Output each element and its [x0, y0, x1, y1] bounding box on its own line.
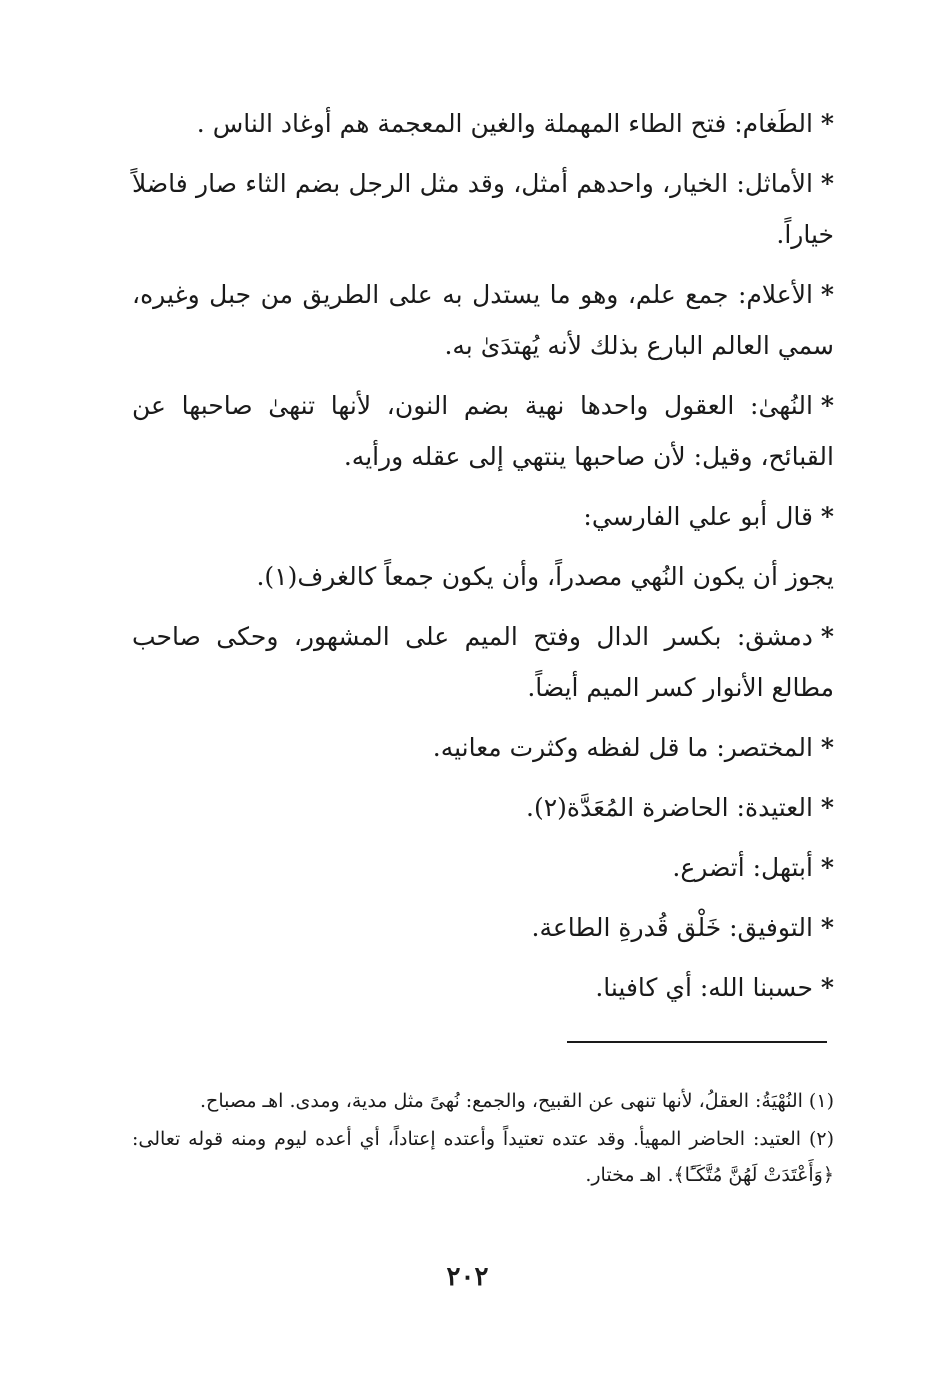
entry-text: أبتهل: أتضرع.	[672, 853, 813, 882]
bullet-marker: *	[820, 853, 834, 882]
page-number: ٢٠٢	[446, 1262, 489, 1292]
main-text	[132, 98, 834, 1022]
entry-tagham	[132, 98, 834, 149]
entry-text: التوفيق: خَلْق قُدرةِ الطاعة.	[531, 913, 813, 942]
entry-text: النُهىٰ: العقول واحدها نهية بضم النون، لأنها تنهىٰ صاحبها عن القبائح، وقيل: لأن صاحبها ينتهي إلى عقله ورأيه.	[132, 391, 834, 471]
entry-alam	[132, 269, 834, 371]
bullet-marker: *	[820, 733, 834, 762]
footnote-1: (١) النُهْيَةُ: العقلُ، لأنها تنهى عن القبيح، والجمع: نُهىً مثل مدية، ومدى. اهـ مصباح.	[200, 1090, 834, 1112]
footnotes	[132, 1083, 834, 1195]
entry-text: قال أبو علي الفارسي:	[583, 502, 813, 531]
bullet-marker: *	[820, 793, 834, 822]
entry-farisi	[132, 491, 834, 542]
entry-abtahil	[132, 842, 834, 893]
entry-tawfiq	[132, 902, 834, 953]
entry-text: الأماثل: الخيار، واحدهم أمثل، وقد مثل الرجل بضم الثاء صار فاضلاً خياراً.	[132, 169, 834, 249]
entry-amathil	[132, 158, 834, 260]
entry-text: حسبنا الله: أي كافينا.	[595, 973, 813, 1002]
bullet-marker: *	[820, 169, 834, 198]
entry-text: المختصر: ما قل لفظه وكثرت معانيه.	[432, 733, 813, 762]
entry-hasbuna	[132, 962, 834, 1013]
footnote-separator	[567, 1041, 827, 1043]
entry-text: الأعلام: جمع علم، وهو ما يستدل به على الطريق من جبل وغيره، سمي العالم البارع بذلك لأنه يُهتدَىٰ به.	[132, 280, 834, 360]
entry-text: يجوز أن يكون النُهي مصدراً، وأن يكون جمعاً كالغرف(١).	[256, 562, 834, 591]
bullet-marker: *	[820, 973, 834, 1002]
bullet-marker: *	[820, 280, 834, 309]
footnote-2: (٢) العتيد: الحاضر المهيأ. وقد عتده تعتيداً وأعتده إعتاداً، أي أعده ليوم ومنه قوله تعالى: ﴿وَأَعْتَدَتْ لَهُنَّ مُتَّكَـًٔا﴾. اهـ مختار.	[132, 1128, 834, 1186]
entry-mukhtasar	[132, 722, 834, 773]
entry-text: العتيدة: الحاضرة المُعَدَّة(٢).	[526, 793, 813, 822]
quote-farisi	[132, 551, 834, 602]
entry-text: الطَغام: فتح الطاء المهملة والغين المعجمة هم أوغاد الناس .	[196, 109, 813, 138]
bullet-marker: *	[820, 622, 834, 651]
bullet-marker: *	[820, 109, 834, 138]
bullet-marker: *	[820, 913, 834, 942]
entry-dimashq	[132, 611, 834, 713]
bullet-marker: *	[820, 391, 834, 420]
entry-nuha	[132, 380, 834, 482]
bullet-marker: *	[820, 502, 834, 531]
entry-atida	[132, 782, 834, 833]
entry-text: دمشق: بكسر الدال وفتح الميم على المشهور، وحكى صاحب مطالع الأنوار كسر الميم أيضاً.	[132, 622, 834, 702]
